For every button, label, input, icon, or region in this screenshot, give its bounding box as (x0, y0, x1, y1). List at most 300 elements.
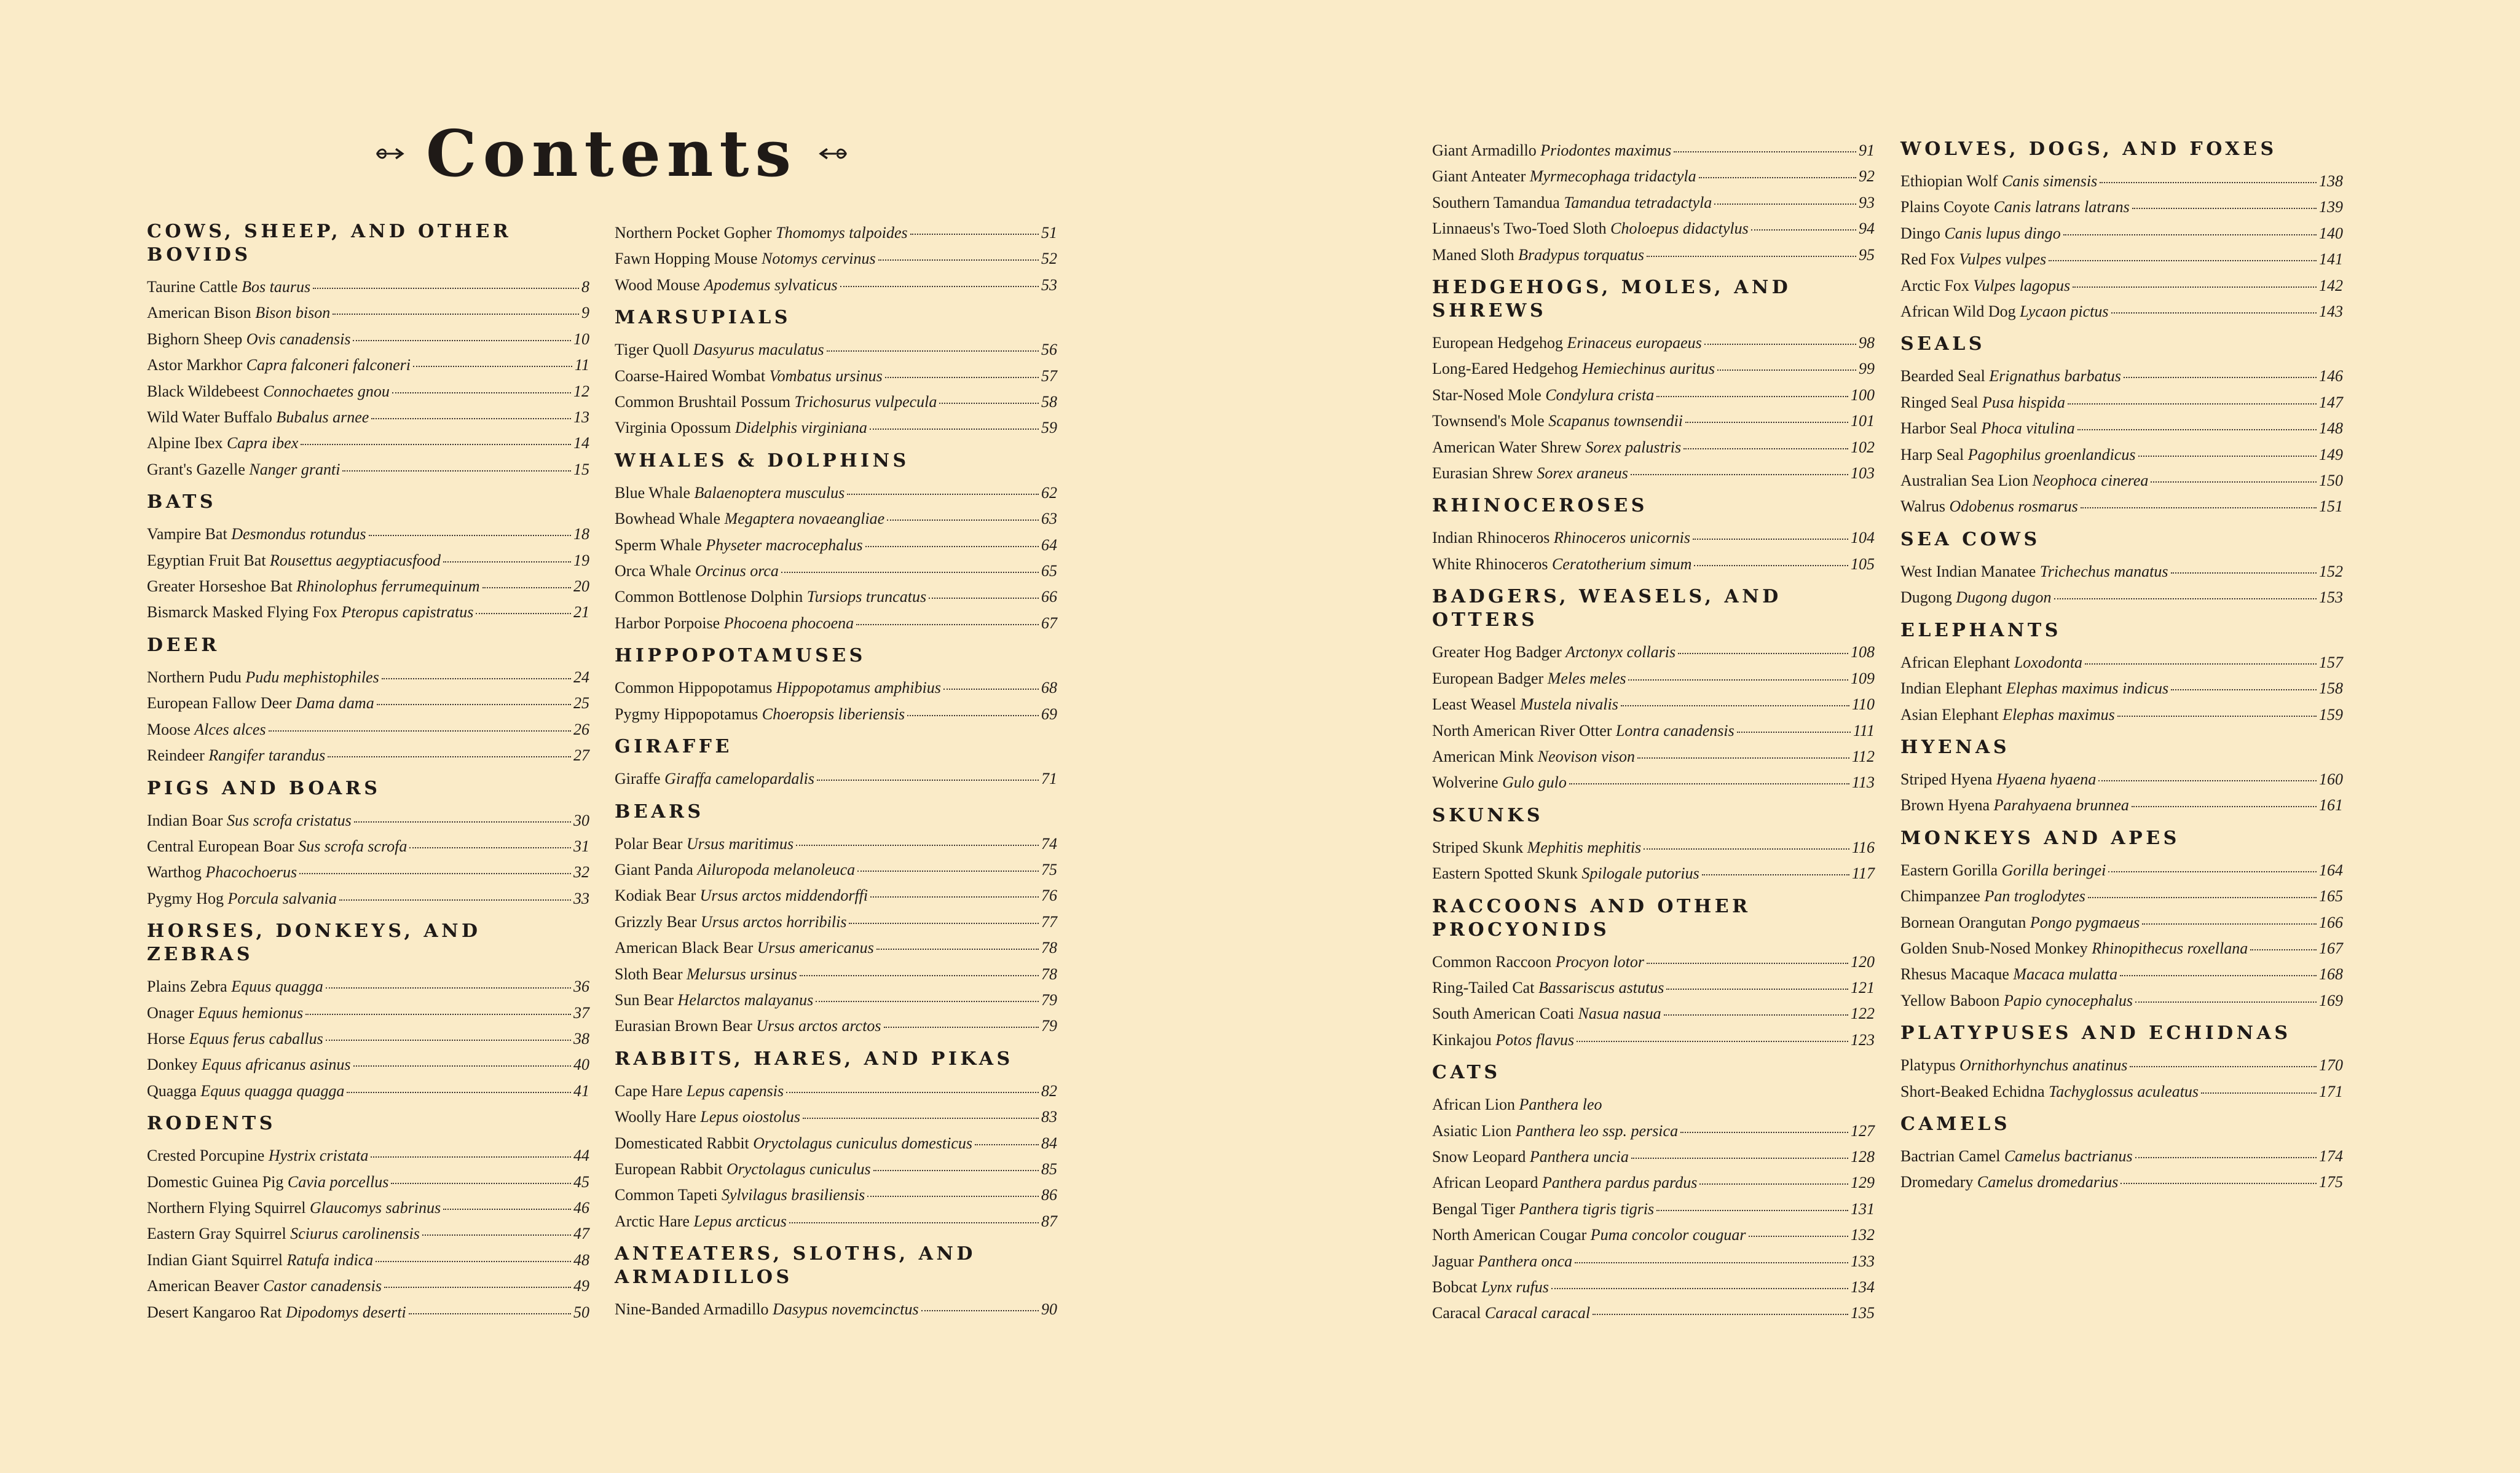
section-heading: DEER (147, 634, 220, 656)
animal-name: Australian Sea Lion (1900, 472, 2028, 490)
page-number: 79 (1041, 990, 1057, 1009)
toc-entry[interactable] (1432, 242, 1875, 268)
page-number: 30 (573, 811, 589, 829)
page-number: 58 (1041, 393, 1057, 411)
toc-entry[interactable] (615, 532, 1057, 558)
page-number: 91 (1859, 141, 1875, 159)
animal-name: Giant Panda (615, 860, 693, 879)
toc-entry[interactable] (615, 610, 1057, 636)
toc-entry[interactable] (615, 272, 1057, 298)
dot-leader (2049, 260, 2317, 261)
page-number: 140 (2319, 224, 2343, 242)
dot-leader (2120, 975, 2317, 976)
toc-entry[interactable] (1432, 382, 1875, 408)
toc-entry[interactable] (147, 886, 589, 912)
toc-entry[interactable] (147, 300, 589, 326)
page-number: 132 (1851, 1226, 1875, 1244)
animal-name: Ring-Tailed Cat (1432, 978, 1535, 997)
dot-leader (2171, 689, 2317, 690)
section-heading: WOLVES, DOGS, AND FOXES (1900, 138, 2277, 160)
toc-entry[interactable] (1432, 666, 1875, 692)
toc-entry[interactable] (1432, 330, 1875, 356)
toc-entry[interactable] (615, 935, 1057, 961)
scientific-name: Vulpes vulpes (1959, 250, 2047, 269)
toc-entry[interactable] (147, 574, 589, 599)
toc-entry[interactable] (1900, 1052, 2343, 1078)
dot-leader (326, 1040, 571, 1041)
toc-entry[interactable] (147, 1169, 589, 1195)
dot-leader (817, 780, 1039, 781)
toc-entry[interactable] (1900, 910, 2343, 936)
toc-entry[interactable] (1432, 692, 1875, 717)
toc-entry[interactable] (615, 1104, 1057, 1130)
page-number: 75 (1041, 860, 1057, 879)
toc-entry[interactable] (1900, 168, 2343, 194)
scientific-name: Vombatus ursinus (769, 366, 883, 385)
page-number: 62 (1041, 483, 1057, 502)
toc-entry[interactable] (147, 326, 589, 352)
toc-entry[interactable] (147, 405, 589, 430)
toc-entry[interactable] (1900, 792, 2343, 818)
scientific-name: Desmondus rotundus (231, 525, 366, 543)
toc-entry[interactable] (615, 363, 1057, 389)
toc-entry[interactable] (1900, 468, 2343, 494)
page-number: 116 (1851, 838, 1875, 856)
scientific-name: Megaptera novaeangliae (724, 510, 885, 528)
toc-entry[interactable] (1432, 770, 1875, 796)
animal-name: Alpine Ibex (147, 434, 223, 452)
toc-entry[interactable] (1432, 1118, 1875, 1144)
toc-entry[interactable] (1900, 650, 2343, 676)
toc-entry[interactable] (1432, 164, 1875, 189)
toc-entry[interactable] (147, 1078, 589, 1104)
dot-leader (354, 821, 571, 823)
animal-name: Orca Whale (615, 562, 691, 580)
animal-name: Blue Whale (615, 483, 690, 502)
animal-name: Bowhead Whale (615, 510, 721, 528)
toc-entry[interactable] (1900, 363, 2343, 389)
toc-entry[interactable] (147, 743, 589, 768)
dot-leader (878, 259, 1039, 261)
toc-entry[interactable] (615, 246, 1057, 272)
scientific-name: Rhinoceros unicornis (1553, 529, 1691, 547)
scientific-name: Elephas maximus indicus (2006, 679, 2169, 698)
toc-section (1432, 585, 1875, 796)
toc-entry[interactable] (615, 506, 1057, 532)
animal-name: Short-Beaked Echidna (1900, 1082, 2045, 1100)
toc-entry[interactable] (147, 834, 589, 859)
toc-entry[interactable] (615, 389, 1057, 415)
page-number: 8 (581, 278, 589, 296)
dot-leader (301, 444, 571, 445)
toc-entry[interactable] (1432, 1300, 1875, 1326)
toc-entry[interactable] (1432, 435, 1875, 460)
dot-leader (1631, 1158, 1848, 1159)
toc-entry[interactable] (1900, 858, 2343, 883)
page-number: 69 (1041, 705, 1057, 723)
toc-entry[interactable] (1900, 702, 2343, 728)
page-number: 87 (1041, 1212, 1057, 1230)
toc-entry[interactable] (1432, 190, 1875, 216)
dot-leader (827, 350, 1039, 352)
toc-entry[interactable] (147, 1143, 589, 1169)
animal-name: Greater Hog Badger (1432, 643, 1562, 661)
animal-name: Bornean Orangutan (1900, 913, 2026, 931)
animal-name: Virginia Opossum (615, 419, 731, 437)
toc-entry[interactable] (147, 379, 589, 405)
toc-entry[interactable] (1900, 416, 2343, 441)
animal-name: Plains Coyote (1900, 198, 1990, 216)
page-number: 76 (1041, 887, 1057, 905)
section-heading: COWS, SHEEP, AND OTHER BOVIDS (147, 221, 512, 266)
toc-section (615, 1048, 1057, 1234)
dot-leader (413, 366, 572, 367)
toc-section (147, 920, 589, 1104)
dot-leader (313, 288, 579, 289)
animal-name: Fawn Hopping Mouse (615, 250, 758, 268)
dot-leader (1656, 1210, 1848, 1211)
toc-entry[interactable] (1432, 1092, 1875, 1118)
scientific-name: Trichosurus vulpecula (794, 393, 937, 411)
scientific-name: Oryctolagus cuniculus domesticus (753, 1134, 973, 1152)
scientific-name: Vulpes lagopus (1973, 276, 2071, 294)
toc-entry[interactable] (615, 1131, 1057, 1156)
toc-section (1432, 804, 1875, 887)
dot-leader (800, 975, 1039, 976)
scientific-name: Bison bison (255, 304, 331, 322)
toc-entry[interactable] (1900, 883, 2343, 909)
scientific-name: Lepus capensis (686, 1081, 784, 1100)
toc-entry[interactable] (615, 857, 1057, 883)
animal-name: Wood Mouse (615, 275, 700, 294)
scientific-name: Erinaceus europaeus (1567, 334, 1702, 352)
dot-leader (305, 1014, 571, 1015)
page-number: 113 (1851, 773, 1875, 792)
toc-entry[interactable] (1432, 744, 1875, 770)
animal-name: Long-Eared Hedgehog (1432, 360, 1578, 378)
scientific-name: Gulo gulo (1502, 773, 1567, 792)
toc-entry[interactable] (1432, 975, 1875, 1001)
dot-leader (1656, 396, 1848, 397)
animal-name: Moose (147, 720, 191, 738)
toc-entry[interactable] (1900, 988, 2343, 1014)
toc-entry[interactable] (1900, 194, 2343, 220)
dot-leader (384, 1287, 571, 1288)
page-number: 68 (1041, 679, 1057, 697)
scientific-name: Lepus oiostolus (700, 1108, 800, 1126)
toc-entry[interactable] (147, 1273, 589, 1299)
scientific-name: Physeter macrocephalus (706, 535, 863, 554)
toc-entry[interactable] (147, 717, 589, 743)
scientific-name: Ursus maritimus (686, 834, 794, 853)
dot-leader (1678, 653, 1848, 654)
section-heading: GIRAFFE (615, 736, 733, 758)
dot-leader (1631, 474, 1848, 475)
toc-section (615, 735, 1057, 792)
page-number: 168 (2319, 965, 2343, 984)
scientific-name: Panthera leo (1519, 1096, 1602, 1114)
animal-name: Asiatic Lion (1432, 1121, 1512, 1140)
dot-leader (2138, 456, 2317, 457)
toc-entry[interactable] (1900, 1079, 2343, 1105)
section-heading: HORSES, DONKEYS, AND ZEBRAS (147, 920, 481, 966)
animal-name: Brown Hyena (1900, 796, 1990, 815)
scientific-name: Cavia porcellus (287, 1172, 389, 1191)
contents-column-4 (1900, 138, 2343, 1204)
page-number: 46 (573, 1198, 589, 1217)
toc-entry[interactable] (1900, 494, 2343, 519)
dot-leader (2054, 598, 2317, 599)
animal-name: Tiger Quoll (615, 341, 690, 359)
dot-leader (1569, 783, 1849, 784)
scientific-name: Nanger granti (249, 460, 341, 478)
toc-entry[interactable] (615, 1209, 1057, 1234)
animal-name: White Rhinoceros (1432, 555, 1548, 573)
page-number: 158 (2319, 679, 2343, 698)
page-number: 128 (1851, 1147, 1875, 1166)
dot-leader (840, 286, 1039, 287)
dot-leader (1702, 874, 1849, 875)
toc-entry[interactable] (147, 352, 589, 378)
dot-leader (1704, 344, 1856, 345)
scientific-name: Sylvilagus brasiliensis (721, 1186, 865, 1204)
toc-entry[interactable] (615, 220, 1057, 246)
scientific-name: Apodemus sylvaticus (704, 275, 838, 294)
toc-entry[interactable] (147, 430, 589, 456)
section-heading: WHALES & DOLPHINS (615, 449, 910, 472)
toc-entry[interactable] (615, 480, 1057, 506)
dot-leader (2098, 780, 2317, 781)
toc-entry[interactable] (1900, 767, 2343, 792)
toc-entry[interactable] (615, 558, 1057, 584)
page-number: 94 (1859, 219, 1875, 238)
dot-leader (1699, 177, 1856, 178)
page-number: 47 (573, 1225, 589, 1243)
toc-entry[interactable] (1432, 1249, 1875, 1274)
page-number: 170 (2319, 1056, 2343, 1075)
dot-leader (975, 1144, 1039, 1145)
animal-name: Bearded Seal (1900, 367, 1985, 385)
toc-section (1900, 138, 2343, 325)
toc-entry[interactable] (1900, 247, 2343, 272)
scientific-name: Castor canadensis (263, 1277, 382, 1295)
dot-leader (2201, 1092, 2317, 1094)
scientific-name: Tachyglossus aculeatus (2049, 1082, 2199, 1100)
toc-entry[interactable] (615, 909, 1057, 935)
toc-entry[interactable] (1432, 525, 1875, 551)
contents-title (375, 112, 848, 195)
page-number: 169 (2319, 991, 2343, 1009)
animal-name: Northern Flying Squirrel (147, 1198, 306, 1217)
toc-entry[interactable] (1900, 390, 2343, 416)
toc-entry[interactable] (615, 701, 1057, 727)
toc-entry[interactable] (1432, 1144, 1875, 1170)
scientific-name: Meles meles (1547, 669, 1626, 687)
toc-entry[interactable] (147, 859, 589, 885)
toc-entry[interactable] (1900, 585, 2343, 610)
toc-entry[interactable] (1432, 1001, 1875, 1027)
toc-entry[interactable] (615, 1156, 1057, 1182)
toc-entry[interactable] (1432, 1027, 1875, 1053)
page-number: 104 (1851, 529, 1875, 547)
animal-name: African Wild Dog (1900, 302, 2016, 321)
page-number: 83 (1041, 1108, 1057, 1126)
toc-entry[interactable] (615, 415, 1057, 441)
dot-leader (2068, 403, 2317, 405)
toc-entry[interactable] (147, 1026, 589, 1052)
page-number: 133 (1851, 1252, 1875, 1270)
scientific-name: Ailuropoda melanoleuca (697, 860, 856, 879)
dot-leader (781, 572, 1039, 573)
page-number: 111 (1853, 721, 1875, 740)
dot-leader (876, 949, 1039, 950)
toc-entry[interactable] (147, 1247, 589, 1273)
toc-entry[interactable] (1432, 216, 1875, 242)
toc-section (615, 449, 1057, 636)
scientific-name: Glaucomys sabrinus (310, 1198, 441, 1217)
toc-entry[interactable] (147, 274, 589, 300)
scientific-name: Mustela nivalis (1520, 695, 1618, 714)
scientific-name: Sciurus carolinensis (290, 1225, 420, 1243)
page-number: 56 (1041, 341, 1057, 359)
toc-entry[interactable] (1432, 138, 1875, 164)
page-number: 49 (573, 1277, 589, 1295)
toc-entry[interactable] (615, 883, 1057, 909)
toc-entry[interactable] (1900, 676, 2343, 701)
toc-entry[interactable] (615, 962, 1057, 987)
animal-name: African Elephant (1900, 653, 2010, 671)
toc-entry[interactable] (1900, 962, 2343, 987)
toc-entry[interactable] (1900, 1169, 2343, 1195)
page-number: 84 (1041, 1134, 1057, 1152)
toc-entry[interactable] (1432, 718, 1875, 744)
toc-entry[interactable] (1900, 1143, 2343, 1169)
scientific-name: Sorex palustris (1585, 438, 1682, 456)
section-heading: BEARS (615, 800, 704, 823)
animal-name: Yellow Baboon (1900, 991, 2000, 1009)
page-number: 160 (2319, 770, 2343, 788)
toc-entry[interactable] (1432, 861, 1875, 887)
toc-entry[interactable] (1432, 1222, 1875, 1248)
toc-entry[interactable] (615, 1182, 1057, 1208)
toc-entry[interactable] (1432, 1170, 1875, 1196)
scientific-name: Melursus ursinus (687, 965, 797, 983)
toc-entry[interactable] (615, 1297, 1057, 1322)
toc-section (1900, 736, 2343, 819)
page-title: Contents (425, 116, 798, 191)
dot-leader (376, 1261, 571, 1262)
animal-name: Kodiak Bear (615, 887, 696, 905)
animal-name: Desert Kangaroo Rat (147, 1303, 282, 1321)
scientific-name: Lepus arcticus (693, 1212, 787, 1230)
animal-name: Horse (147, 1029, 186, 1048)
toc-entry[interactable] (147, 690, 589, 716)
toc-entry[interactable] (1900, 299, 2343, 325)
toc-entry[interactable] (1900, 559, 2343, 585)
toc-entry[interactable] (147, 599, 589, 625)
page-number: 112 (1851, 747, 1875, 765)
toc-entry[interactable] (615, 987, 1057, 1013)
toc-entry[interactable] (1900, 273, 2343, 299)
animal-name: Eurasian Brown Bear (615, 1017, 752, 1035)
page-number: 26 (573, 720, 589, 738)
animal-name: Bighorn Sheep (147, 330, 243, 348)
dot-leader (2151, 481, 2317, 483)
dot-leader (2085, 663, 2317, 665)
page-number: 159 (2319, 705, 2343, 724)
animal-name: Giant Armadillo (1432, 141, 1537, 159)
dot-leader (1551, 1288, 1848, 1289)
animal-name: Golden Snub-Nosed Monkey (1900, 939, 2088, 957)
toc-entry[interactable] (147, 665, 589, 690)
page-number: 52 (1041, 250, 1057, 268)
toc-entry[interactable] (615, 584, 1057, 610)
toc-entry[interactable] (1900, 936, 2343, 962)
toc-entry[interactable] (1432, 1274, 1875, 1300)
toc-entry[interactable] (615, 675, 1057, 701)
toc-entry[interactable] (1432, 639, 1875, 665)
page-number: 150 (2319, 472, 2343, 490)
toc-entry[interactable] (1432, 460, 1875, 486)
animal-name: Bactrian Camel (1900, 1147, 2001, 1165)
toc-entry[interactable] (147, 1195, 589, 1221)
toc-entry[interactable] (147, 457, 589, 483)
scientific-name: Phacochoerus (205, 863, 297, 882)
page-number: 40 (573, 1056, 589, 1074)
scientific-name: Neovison vison (1537, 747, 1635, 765)
scientific-name: Lontra canadensis (1615, 721, 1734, 740)
toc-entry[interactable] (147, 521, 589, 547)
toc-entry[interactable] (615, 1078, 1057, 1104)
toc-entry[interactable] (1900, 221, 2343, 247)
animal-name: Northern Pudu (147, 668, 242, 686)
dot-leader (1693, 539, 1848, 540)
animal-name: Dugong (1900, 588, 1952, 607)
animal-name: Common Raccoon (1432, 952, 1552, 971)
toc-entry[interactable] (147, 1000, 589, 1026)
toc-entry[interactable] (147, 974, 589, 1000)
toc-entry[interactable] (615, 337, 1057, 363)
toc-entry[interactable] (615, 831, 1057, 857)
toc-entry[interactable] (1432, 949, 1875, 975)
animal-name: Striped Skunk (1432, 838, 1524, 856)
toc-entry[interactable] (1432, 356, 1875, 382)
dot-leader (1699, 1183, 1848, 1185)
scientific-name: Ceratotherium simum (1551, 555, 1692, 573)
page-number: 165 (2319, 887, 2343, 906)
animal-name: Common Bottlenose Dolphin (615, 588, 803, 606)
page-number: 57 (1041, 366, 1057, 385)
toc-entry[interactable] (1432, 408, 1875, 434)
toc-entry[interactable] (147, 548, 589, 574)
scientific-name: Bos taurus (242, 278, 311, 296)
page-number: 148 (2319, 419, 2343, 438)
page-number: 149 (2319, 445, 2343, 464)
scientific-name: Loxodonta (2014, 653, 2083, 671)
animal-name: North American River Otter (1432, 721, 1612, 740)
toc-entry[interactable] (1432, 551, 1875, 577)
toc-entry[interactable] (615, 766, 1057, 792)
toc-entry[interactable] (147, 808, 589, 834)
toc-entry[interactable] (615, 1013, 1057, 1039)
toc-entry[interactable] (1432, 1196, 1875, 1222)
toc-entry[interactable] (147, 1300, 589, 1325)
toc-entry[interactable] (1900, 442, 2343, 468)
toc-entry[interactable] (147, 1052, 589, 1078)
toc-entry[interactable] (1432, 835, 1875, 861)
toc-entry[interactable] (147, 1221, 589, 1247)
scientific-name: Macaca mulatta (2013, 965, 2118, 984)
